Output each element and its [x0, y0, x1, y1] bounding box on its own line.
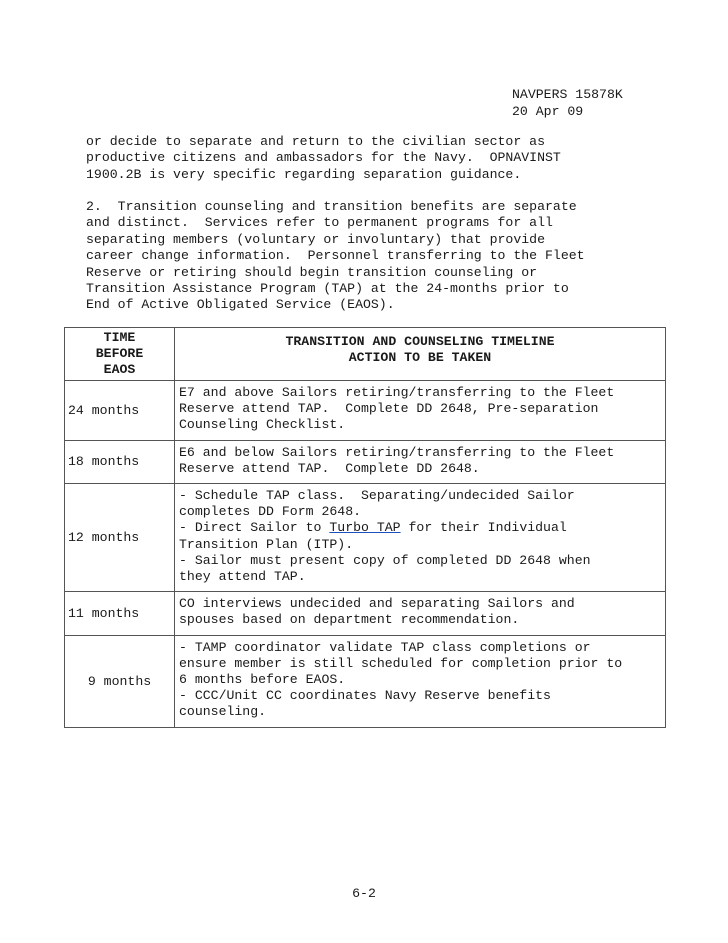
row-action-text-pre: - Schedule TAP class. Separating/undecided Sailor completes DD Form 2648. - Direct Sailor to: [179, 488, 575, 536]
header-action: TRANSITION AND COUNSELING TIMELINE ACTION TO BE TAKEN: [175, 328, 666, 381]
turbo-tap-link[interactable]: Turbo TAP: [329, 520, 401, 536]
row-time: 24 months: [65, 381, 175, 441]
document-header: [512, 86, 623, 120]
row-action: E6 and below Sailors retiring/transferring to the Fleet Reserve attend TAP. Complete DD 2648.: [175, 440, 666, 483]
row-action: E7 and above Sailors retiring/transferring to the Fleet Reserve attend TAP. Complete DD 2648, Pre-separation Counseling Checklist.: [175, 381, 666, 441]
page-number: 6-2: [352, 886, 376, 901]
table-row: [65, 440, 666, 483]
doc-number: NAVPERS 15878K: [512, 87, 623, 102]
row-time: 12 months: [65, 484, 175, 592]
header-time-before-eaos: TIME BEFORE EAOS: [65, 328, 175, 381]
paragraph-transition: 2. Transition counseling and transition benefits are separate and distinct. Services refer to permanent programs for all separating members (voluntary or involuntary) that provide career change information. Personnel transferring to the Fleet Reserve or retiring should begin transition counseling or Transition Assistance Program (TAP) at the 24-months prior to End of Active Obligated Service (EAOS).: [86, 199, 585, 313]
row-action-text-post: for their Individual Transition Plan (ITP). - Sailor must present copy of completed DD 2648 when they attend TAP.: [179, 520, 591, 585]
row-action: CO interviews undecided and separating Sailors and spouses based on department recommendation.: [175, 592, 666, 635]
table-header-row: [65, 328, 666, 381]
row-action: [175, 484, 666, 592]
row-action: - TAMP coordinator validate TAP class completions or ensure member is still scheduled for completion prior to 6 months before EAOS. - CCC/Unit CC coordinates Navy Reserve benefits counseling.: [175, 635, 666, 727]
table-row: [65, 381, 666, 441]
row-time: 18 months: [65, 440, 175, 483]
doc-date: 20 Apr 09: [512, 104, 584, 119]
row-time: 9 months: [65, 635, 175, 727]
table-row: [65, 592, 666, 635]
table-row: [65, 635, 666, 727]
table-row: [65, 484, 666, 592]
row-time: 11 months: [65, 592, 175, 635]
paragraph-intro: or decide to separate and return to the civilian sector as productive citizens and ambassadors for the Navy. OPNAVINST 1900.2B is very specific regarding separation guidance.: [86, 134, 561, 182]
timeline-table: [64, 327, 666, 728]
